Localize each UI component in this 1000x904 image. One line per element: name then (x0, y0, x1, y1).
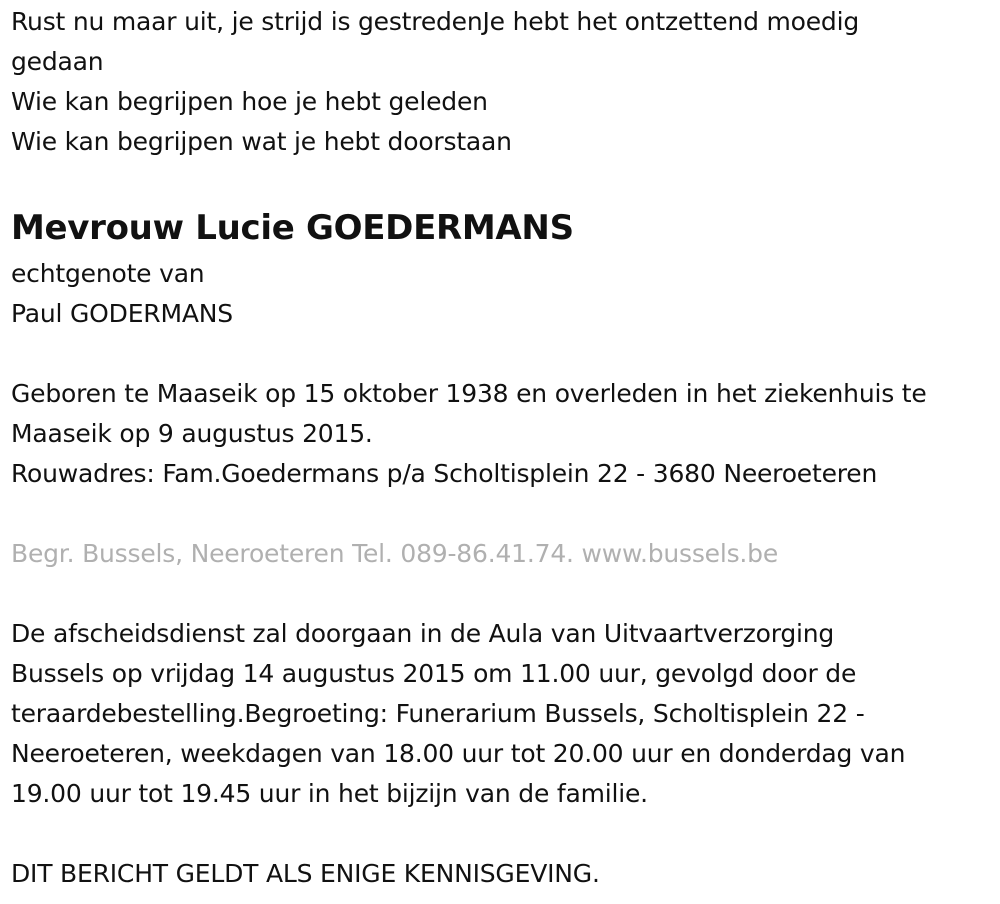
deceased-name: Mevrouw Lucie GOEDERMANS (11, 208, 574, 248)
service-line-2: Bussels op vrijdag 14 augustus 2015 om 11.00 uur, gevolgd door de (11, 659, 857, 688)
service-line-1: De afscheidsdienst zal doorgaan in de Aula van Uitvaartverzorging (11, 619, 835, 648)
service-line-3: teraardebestelling.Begroeting: Funerarium Bussels, Scholtisplein 22 - (11, 699, 865, 728)
mourning-address: Rouwadres: Fam.Goedermans p/a Scholtisplein 22 - 3680 Neeroeteren (11, 459, 878, 488)
poem (11, 2, 996, 162)
service-line-4: Neeroeteren, weekdagen van 18.00 uur tot 20.00 uur en donderdag van (11, 739, 906, 768)
spacer (11, 494, 996, 534)
notice: DIT BERICHT GELDT ALS ENIGE KENNISGEVING. (11, 859, 600, 888)
spacer (11, 814, 996, 854)
service-info (11, 614, 996, 814)
poem-line-2: gedaan (11, 47, 104, 76)
birth-death-line-1: Geboren te Maaseik op 15 oktober 1938 en overleden in het ziekenhuis te (11, 379, 927, 408)
service-line-5: 19.00 uur tot 19.45 uur in het bijzijn van de familie. (11, 779, 648, 808)
poem-line-4: Wie kan begrijpen wat je hebt doorstaan (11, 127, 512, 156)
spacer (11, 334, 996, 374)
spouse-name: Paul GODERMANS (11, 299, 233, 328)
poem-line-1: Rust nu maar uit, je strijd is gestredenJe hebt het ontzettend moedig (11, 7, 860, 36)
spacer (11, 574, 996, 614)
relation: echtgenote van (11, 259, 205, 288)
undertaker-info: Begr. Bussels, Neeroeteren Tel. 089-86.41.74. www.bussels.be (11, 539, 779, 568)
obituary-document (11, 2, 996, 894)
poem-line-3: Wie kan begrijpen hoe je hebt geleden (11, 87, 488, 116)
birth-death-line-2: Maaseik op 9 augustus 2015. (11, 419, 373, 448)
